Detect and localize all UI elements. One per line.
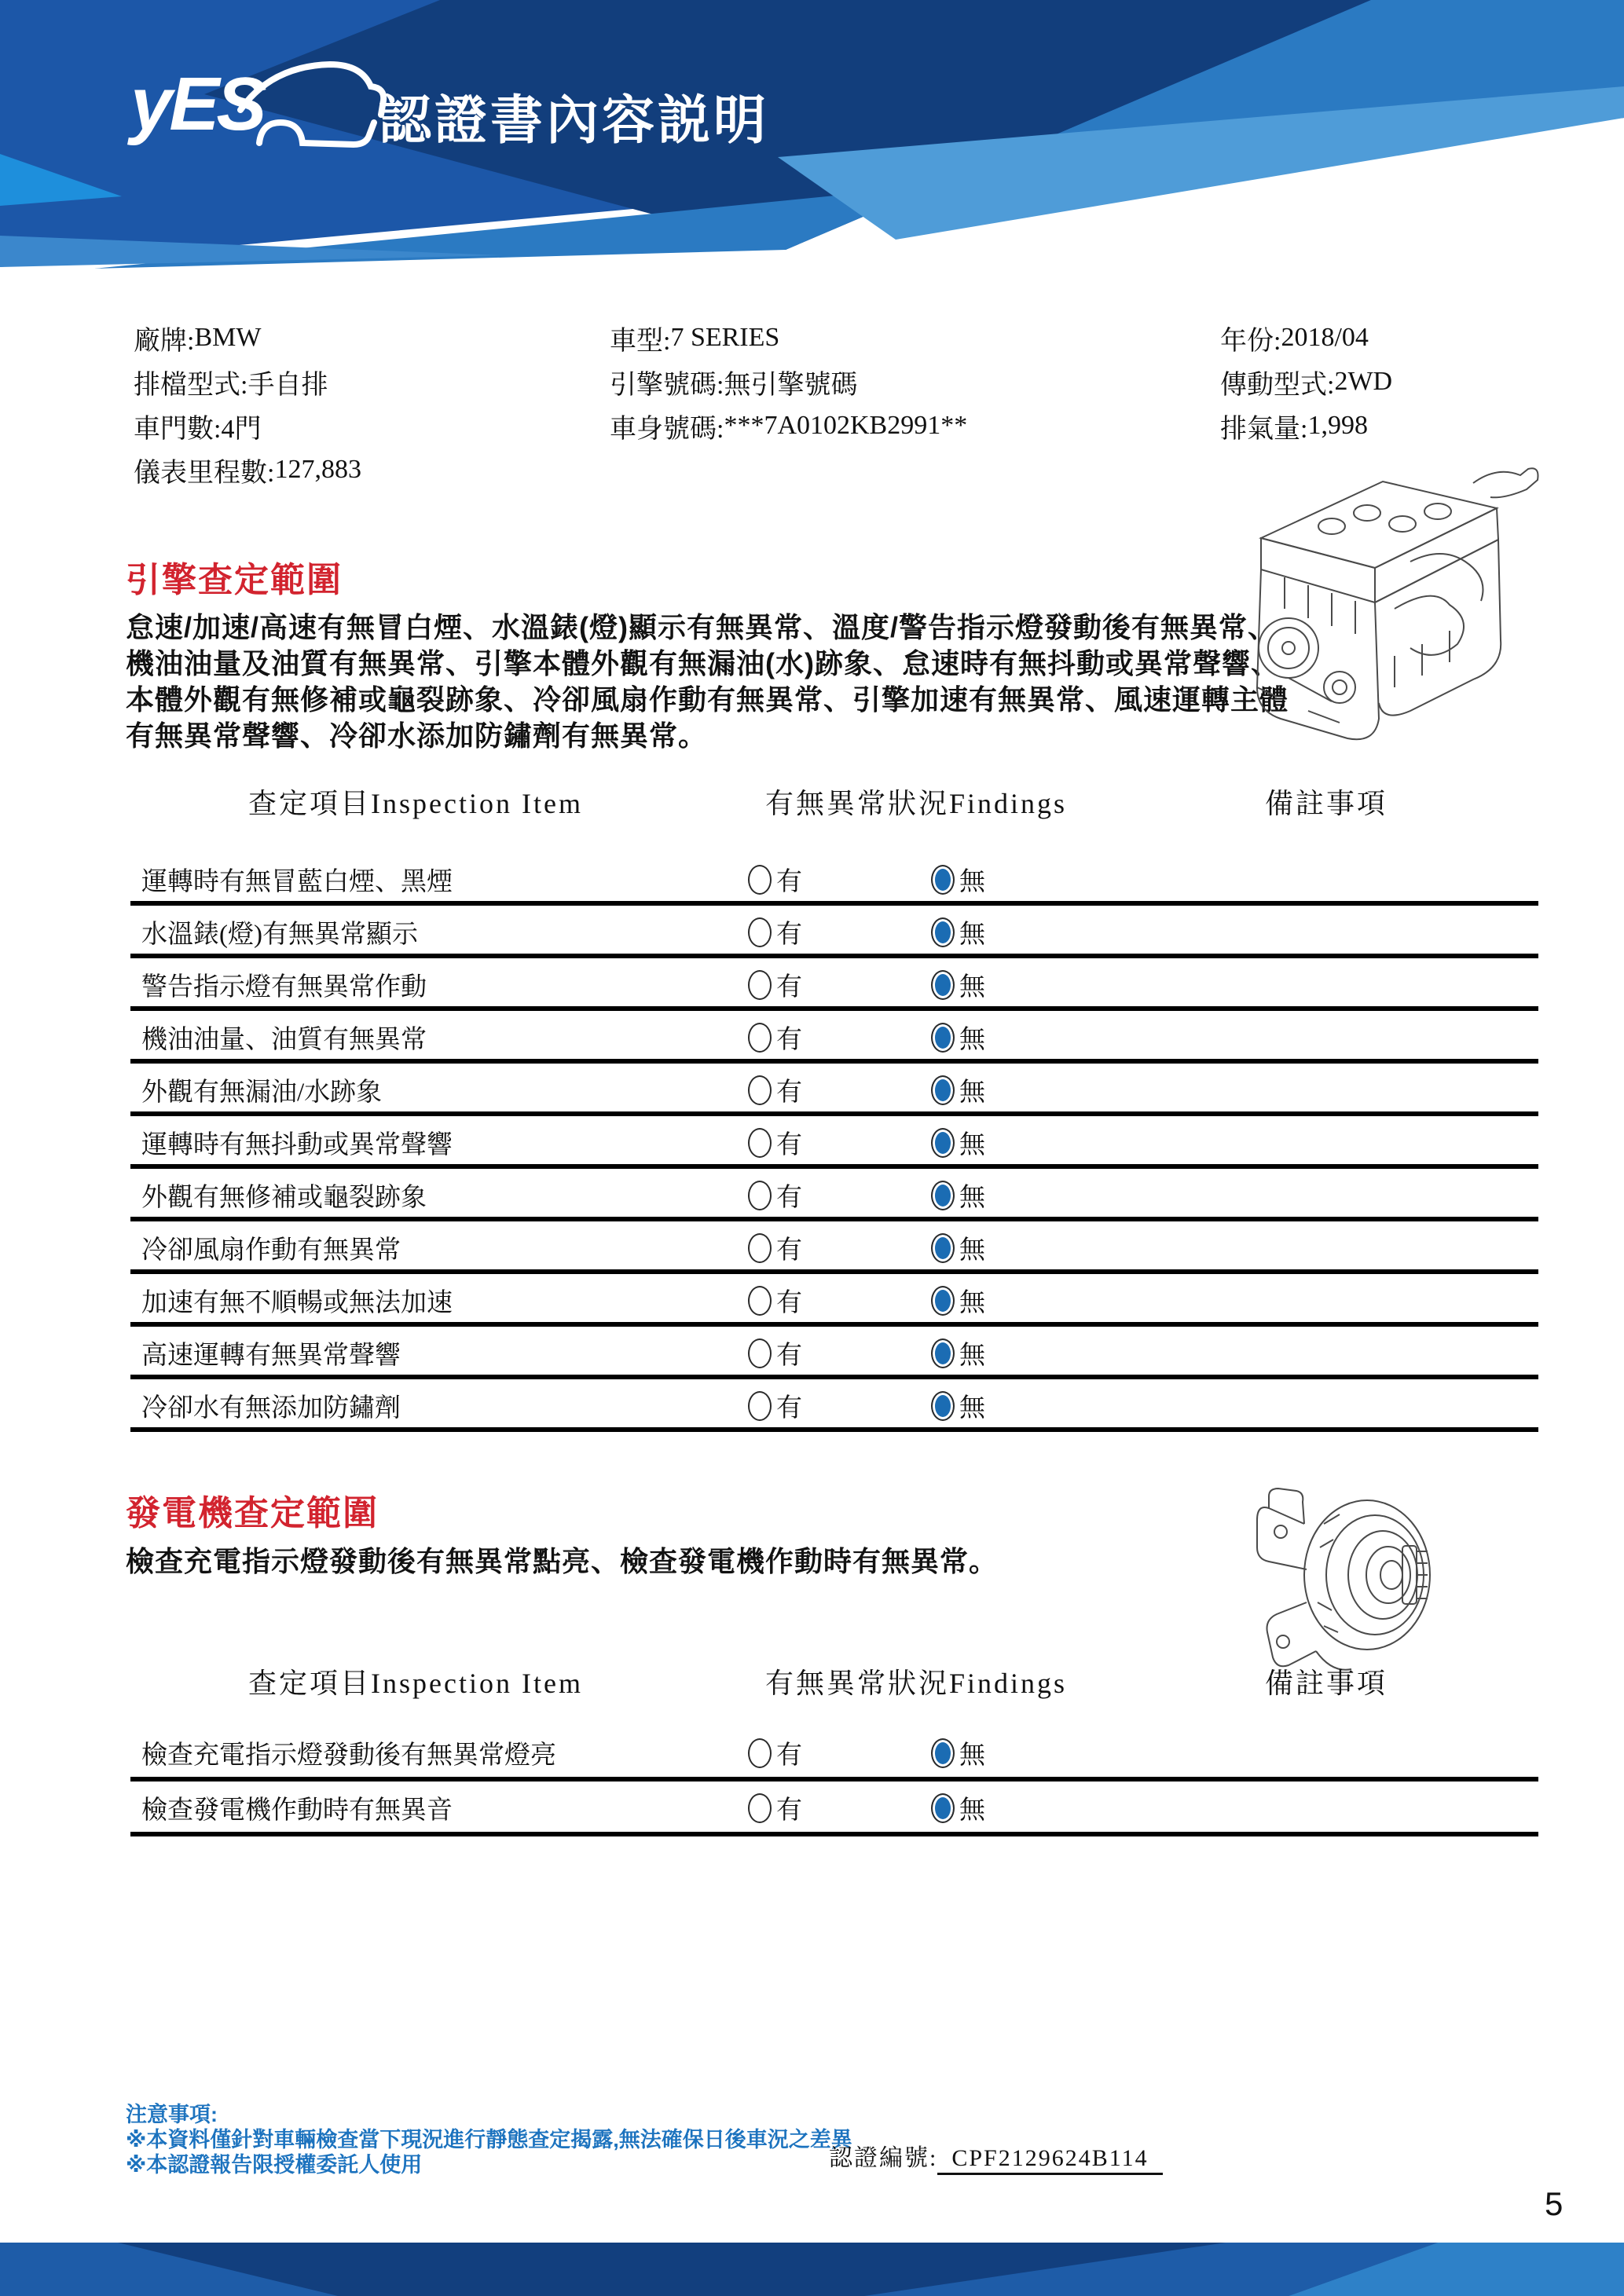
info-value: 2WD xyxy=(1334,367,1393,396)
radio-no[interactable] xyxy=(931,1391,955,1421)
radio-yes-label: 有 xyxy=(776,1342,802,1370)
radio-no[interactable] xyxy=(931,1738,955,1768)
row-divider xyxy=(130,1164,1538,1169)
inspection-item-label: 冷卻風扇作動有無異常 xyxy=(141,1236,401,1265)
generator-description: 檢查充電指示燈發動後有無異常點亮、檢查發電機作動時有無異常。 xyxy=(126,1545,999,1577)
inspection-item-label: 加速有無不順暢或無法加速 xyxy=(141,1289,453,1317)
inspection-item-label: 運轉時有無冒藍白煙、黑煙 xyxy=(141,868,453,896)
column-header-notes: 備註事項 xyxy=(1264,1668,1388,1699)
radio-no-label: 無 xyxy=(959,973,985,1002)
footer-band-graphic xyxy=(0,2243,1624,2296)
inspection-item-label: 水溫錶(燈)有無異常顯示 xyxy=(141,921,418,949)
vehicle-info-col1 xyxy=(134,316,361,492)
radio-yes-label: 有 xyxy=(776,973,802,1002)
cert-label: 認證編號: xyxy=(829,2145,938,2171)
cert-number: CPF2129624B114 xyxy=(937,2145,1162,2175)
row-divider xyxy=(130,1322,1538,1327)
header-banner xyxy=(0,0,1624,314)
radio-yes-label: 有 xyxy=(776,1394,802,1423)
radio-no-label: 無 xyxy=(959,1342,985,1370)
generator-section-heading: 發電機查定範圍 xyxy=(126,1494,379,1532)
inspection-row xyxy=(130,1121,1538,1174)
info-row xyxy=(134,316,361,360)
info-value: 7 SERIES xyxy=(670,323,780,352)
info-row xyxy=(134,404,361,448)
radio-yes-label: 有 xyxy=(776,921,802,949)
info-label: 年份: xyxy=(1220,326,1281,356)
info-label: 車型: xyxy=(610,326,671,356)
generator-inspection-table xyxy=(130,1731,1538,1841)
yes-logo: yES xyxy=(130,62,264,146)
column-header-item: 查定項目Inspection Item xyxy=(248,1668,583,1699)
radio-yes[interactable] xyxy=(748,1793,772,1823)
info-value: BMW xyxy=(194,323,262,352)
radio-yes-label: 有 xyxy=(776,1796,802,1825)
row-divider xyxy=(130,1269,1538,1274)
info-value: ***7A0102KB2991** xyxy=(724,411,968,440)
radio-no-label: 無 xyxy=(959,1289,985,1317)
info-value: 4門 xyxy=(221,414,262,444)
inspection-row xyxy=(130,1384,1538,1437)
engine-description: 怠速/加速/高速有無冒白煙、水溫錶(燈)顯示有無異常、溫度/警告指示燈發動後有無異常、機油油量及油質有無異常、引擎本體外觀有無漏油(水)跡象、怠速時有無抖動或異常聲響、本體外觀有無修補或龜裂跡象、冷卻風扇作動有無異常、引擎加速有無異常、風速運轉主體有無異常聲響、冷卻水添加防鏽劑有無異常。 xyxy=(126,611,1289,752)
radio-yes-label: 有 xyxy=(776,1026,802,1054)
engine-section-heading: 引擎查定範圍 xyxy=(126,561,343,599)
inspection-item-label: 檢查發電機作動時有無異音 xyxy=(141,1796,453,1825)
radio-no[interactable] xyxy=(931,1128,955,1158)
radio-no-label: 無 xyxy=(959,868,985,896)
engine-illustration xyxy=(1214,452,1564,762)
info-row xyxy=(134,360,361,404)
info-label: 車身號碼: xyxy=(610,414,724,444)
radio-yes[interactable] xyxy=(748,1023,772,1053)
notice-block xyxy=(126,2102,852,2177)
column-header-item: 查定項目Inspection Item xyxy=(248,788,583,819)
radio-no-label: 無 xyxy=(959,1741,985,1770)
radio-no-label: 無 xyxy=(959,921,985,949)
radio-yes-label: 有 xyxy=(776,1184,802,1212)
radio-yes-label: 有 xyxy=(776,1236,802,1265)
inspection-row xyxy=(130,1068,1538,1121)
info-label: 車門數: xyxy=(134,414,222,444)
inspection-row xyxy=(130,910,1538,963)
radio-yes[interactable] xyxy=(748,1233,772,1263)
vehicle-info-col3 xyxy=(1220,316,1392,448)
inspection-item-label: 機油油量、油質有無異常 xyxy=(141,1026,427,1054)
info-label: 排氣量: xyxy=(1220,414,1308,444)
radio-no[interactable] xyxy=(931,1338,955,1368)
inspection-table-header xyxy=(130,782,1538,821)
inspection-row xyxy=(130,963,1538,1016)
inspection-item-label: 外觀有無漏油/水跡象 xyxy=(141,1078,383,1107)
banner-background xyxy=(0,0,1624,314)
radio-yes-label: 有 xyxy=(776,868,802,896)
info-label: 傳動型式: xyxy=(1220,370,1335,400)
row-divider xyxy=(130,954,1538,958)
inspection-item-label: 高速運轉有無異常聲響 xyxy=(141,1342,401,1370)
radio-yes-label: 有 xyxy=(776,1289,802,1317)
radio-no-label: 無 xyxy=(959,1026,985,1054)
inspection-item-label: 運轉時有無抖動或異常聲響 xyxy=(141,1131,453,1159)
radio-yes[interactable] xyxy=(748,1391,772,1421)
inspection-item-label: 警告指示燈有無異常作動 xyxy=(141,973,427,1002)
inspection-row xyxy=(130,1226,1538,1279)
radio-no-label: 無 xyxy=(959,1796,985,1825)
radio-yes[interactable] xyxy=(748,970,772,1000)
inspection-row xyxy=(130,1016,1538,1068)
info-label: 引擎號碼: xyxy=(610,370,724,400)
radio-yes[interactable] xyxy=(748,865,772,895)
row-divider xyxy=(130,1832,1538,1836)
inspection-item-label: 冷卻水有無添加防鏽劑 xyxy=(141,1394,401,1423)
info-label: 廠牌: xyxy=(134,326,195,356)
info-row xyxy=(610,404,967,448)
radio-yes[interactable] xyxy=(748,1338,772,1368)
info-row xyxy=(610,316,967,360)
column-header-findings: 有無異常狀況Findings xyxy=(764,1668,1068,1699)
page-title: 認證書內容説明 xyxy=(379,91,769,150)
radio-yes-label: 有 xyxy=(776,1741,802,1770)
inspection-row xyxy=(130,1174,1538,1226)
inspection-table-header xyxy=(130,1661,1538,1701)
inspection-item-label: 檢查充電指示燈發動後有無異常燈亮 xyxy=(141,1741,556,1770)
engine-inspection-table xyxy=(130,858,1538,1437)
inspection-row xyxy=(130,1279,1538,1331)
radio-yes-label: 有 xyxy=(776,1131,802,1159)
certificate-number-line xyxy=(829,2138,1163,2173)
info-value: 1,998 xyxy=(1307,411,1368,440)
alternator-illustration xyxy=(1222,1477,1457,1693)
column-header-notes: 備註事項 xyxy=(1264,788,1388,819)
footer-band xyxy=(0,2243,1624,2296)
row-divider xyxy=(130,1059,1538,1064)
inspection-row xyxy=(130,858,1538,910)
notice-line: ※本資料僅針對車輛檢查當下現況進行靜態查定揭露,無法確保日後車況之差異 xyxy=(126,2128,852,2151)
radio-no-label: 無 xyxy=(959,1078,985,1107)
radio-no[interactable] xyxy=(931,1286,955,1316)
info-row xyxy=(1220,316,1392,360)
inspection-row xyxy=(130,1331,1538,1384)
radio-no-label: 無 xyxy=(959,1131,985,1159)
inspection-row xyxy=(130,1731,1538,1786)
inspection-item-label: 外觀有無修補或龜裂跡象 xyxy=(141,1184,427,1212)
radio-no[interactable] xyxy=(931,1233,955,1263)
radio-yes[interactable] xyxy=(748,1181,772,1210)
row-divider xyxy=(130,1777,1538,1782)
info-row xyxy=(134,448,361,492)
info-value: 127,883 xyxy=(274,455,361,484)
radio-no[interactable] xyxy=(931,1075,955,1105)
radio-yes[interactable] xyxy=(748,1128,772,1158)
info-row xyxy=(610,360,967,404)
info-row xyxy=(1220,360,1392,404)
vehicle-info-col2 xyxy=(610,316,967,448)
radio-no[interactable] xyxy=(931,917,955,947)
radio-no[interactable] xyxy=(931,1023,955,1053)
row-divider xyxy=(130,1375,1538,1379)
info-row xyxy=(1220,404,1392,448)
page-number: 5 xyxy=(1545,2185,1564,2222)
radio-yes-label: 有 xyxy=(776,1078,802,1107)
radio-yes[interactable] xyxy=(748,1075,772,1105)
radio-no[interactable] xyxy=(931,1793,955,1823)
row-divider xyxy=(130,1111,1538,1116)
info-value: 無引擎號碼 xyxy=(724,370,858,400)
radio-yes[interactable] xyxy=(748,1738,772,1768)
radio-no-label: 無 xyxy=(959,1184,985,1212)
info-label: 排檔型式: xyxy=(134,370,248,400)
info-value: 手自排 xyxy=(247,370,328,400)
radio-no[interactable] xyxy=(931,1181,955,1210)
row-divider xyxy=(130,901,1538,906)
info-value: 2018/04 xyxy=(1281,323,1369,352)
info-label: 儀表里程數: xyxy=(134,458,275,488)
radio-no[interactable] xyxy=(931,970,955,1000)
row-divider xyxy=(130,1006,1538,1011)
column-header-findings: 有無異常狀況Findings xyxy=(764,788,1068,819)
row-divider xyxy=(130,1217,1538,1221)
notice-title: 注意事項: xyxy=(126,2103,218,2126)
row-divider xyxy=(130,1427,1538,1432)
inspection-row xyxy=(130,1786,1538,1841)
radio-yes[interactable] xyxy=(748,917,772,947)
notice-line: ※本認證報告限授權委託人使用 xyxy=(126,2153,423,2177)
radio-no-label: 無 xyxy=(959,1394,985,1423)
car-icon xyxy=(236,55,393,157)
radio-no[interactable] xyxy=(931,865,955,895)
radio-yes[interactable] xyxy=(748,1286,772,1316)
radio-no-label: 無 xyxy=(959,1236,985,1265)
